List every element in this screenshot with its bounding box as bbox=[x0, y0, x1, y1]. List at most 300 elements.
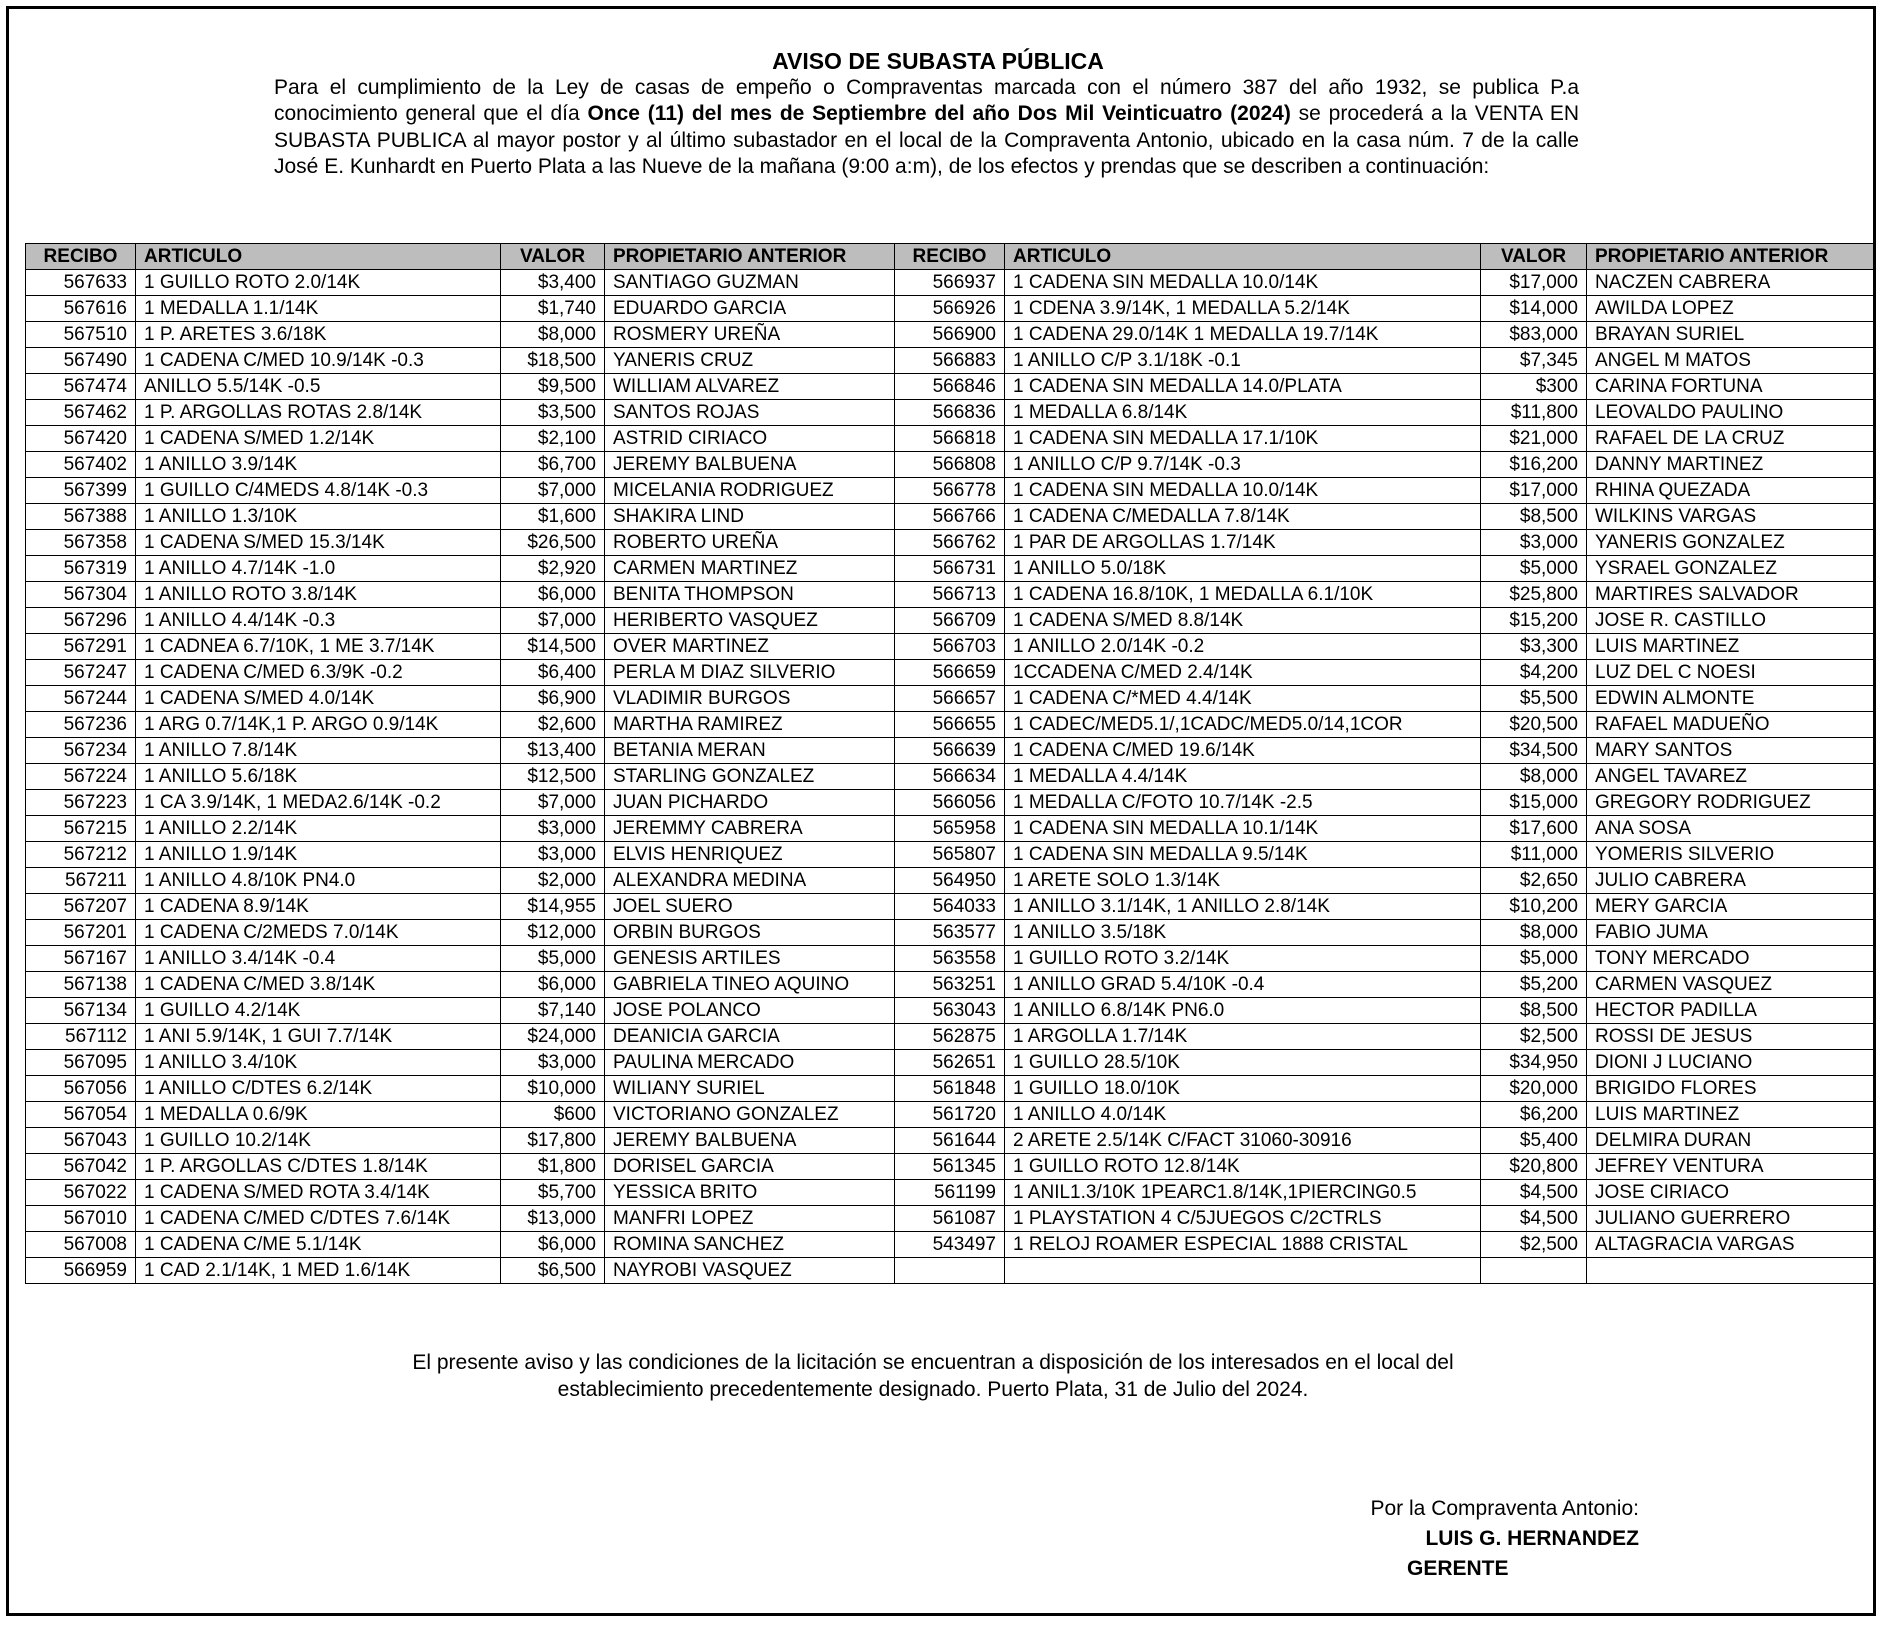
cell-propietario-2: MERY GARCIA bbox=[1587, 894, 1874, 920]
cell-propietario: YANERIS CRUZ bbox=[605, 348, 895, 374]
cell-recibo: 567022 bbox=[26, 1180, 136, 1206]
cell-valor-2: $21,000 bbox=[1481, 426, 1587, 452]
cell-propietario: JEREMMY CABRERA bbox=[605, 816, 895, 842]
table-row bbox=[26, 348, 1874, 374]
cell-articulo-2: 1 PAR DE ARGOLLAS 1.7/14K bbox=[1005, 530, 1481, 556]
cell-recibo: 567420 bbox=[26, 426, 136, 452]
cell-recibo: 567462 bbox=[26, 400, 136, 426]
cell-valor-2: $16,200 bbox=[1481, 452, 1587, 478]
cell-propietario: DORISEL GARCIA bbox=[605, 1154, 895, 1180]
cell-recibo-2: 562651 bbox=[895, 1050, 1005, 1076]
cell-recibo-2: 566655 bbox=[895, 712, 1005, 738]
cell-valor-2: $17,000 bbox=[1481, 478, 1587, 504]
cell-articulo: 1 CADENA C/MED 3.8/14K bbox=[136, 972, 501, 998]
cell-propietario-2: TONY MERCADO bbox=[1587, 946, 1874, 972]
cell-articulo: 1 P. ARETES 3.6/18K bbox=[136, 322, 501, 348]
cell-valor-2: $7,345 bbox=[1481, 348, 1587, 374]
table-row bbox=[26, 686, 1874, 712]
cell-articulo-2: 1 CADENA S/MED 8.8/14K bbox=[1005, 608, 1481, 634]
cell-recibo: 567215 bbox=[26, 816, 136, 842]
table-row bbox=[26, 400, 1874, 426]
cell-recibo-2 bbox=[895, 1258, 1005, 1284]
table-row bbox=[26, 556, 1874, 582]
cell-propietario-2: ANGEL TAVAREZ bbox=[1587, 764, 1874, 790]
table-row bbox=[26, 868, 1874, 894]
cell-valor-2: $4,500 bbox=[1481, 1206, 1587, 1232]
cell-articulo: 1 ANI 5.9/14K, 1 GUI 7.7/14K bbox=[136, 1024, 501, 1050]
cell-articulo-2: 1 GUILLO 28.5/10K bbox=[1005, 1050, 1481, 1076]
cell-valor: $10,000 bbox=[501, 1076, 605, 1102]
cell-recibo-2: 561087 bbox=[895, 1206, 1005, 1232]
cell-recibo-2: 565807 bbox=[895, 842, 1005, 868]
header-recibo: RECIBO bbox=[26, 244, 136, 270]
cell-articulo: 1 ANILLO 4.8/10K PN4.0 bbox=[136, 868, 501, 894]
cell-articulo: 1 CADENA S/MED 4.0/14K bbox=[136, 686, 501, 712]
signature-block bbox=[1279, 1494, 1639, 1584]
cell-articulo: 1 P. ARGOLLAS C/DTES 1.8/14K bbox=[136, 1154, 501, 1180]
cell-recibo-2: 561848 bbox=[895, 1076, 1005, 1102]
cell-valor: $14,500 bbox=[501, 634, 605, 660]
table-row bbox=[26, 608, 1874, 634]
cell-recibo: 567291 bbox=[26, 634, 136, 660]
cell-valor-2: $20,000 bbox=[1481, 1076, 1587, 1102]
cell-propietario: STARLING GONZALEZ bbox=[605, 764, 895, 790]
cell-valor-2: $10,200 bbox=[1481, 894, 1587, 920]
cell-valor-2: $11,000 bbox=[1481, 842, 1587, 868]
cell-articulo: 1 CADENA C/MED 6.3/9K -0.2 bbox=[136, 660, 501, 686]
cell-articulo: 1 CADENA S/MED 15.3/14K bbox=[136, 530, 501, 556]
cell-recibo-2: 561720 bbox=[895, 1102, 1005, 1128]
cell-propietario: PERLA M DIAZ SILVERIO bbox=[605, 660, 895, 686]
cell-propietario: NAYROBI VASQUEZ bbox=[605, 1258, 895, 1284]
cell-valor: $7,140 bbox=[501, 998, 605, 1024]
cell-valor: $1,600 bbox=[501, 504, 605, 530]
cell-valor-2: $11,800 bbox=[1481, 400, 1587, 426]
cell-valor: $3,500 bbox=[501, 400, 605, 426]
cell-articulo-2: 1 ANILLO 3.1/14K, 1 ANILLO 2.8/14K bbox=[1005, 894, 1481, 920]
cell-articulo-2: 1CCADENA C/MED 2.4/14K bbox=[1005, 660, 1481, 686]
cell-valor-2 bbox=[1481, 1258, 1587, 1284]
header-articulo-2: ARTICULO bbox=[1005, 244, 1481, 270]
cell-valor: $13,400 bbox=[501, 738, 605, 764]
cell-valor: $12,500 bbox=[501, 764, 605, 790]
cell-recibo-2: 566836 bbox=[895, 400, 1005, 426]
cell-valor-2: $2,500 bbox=[1481, 1024, 1587, 1050]
cell-propietario: SANTOS ROJAS bbox=[605, 400, 895, 426]
cell-propietario-2: RAFAEL DE LA CRUZ bbox=[1587, 426, 1874, 452]
cell-propietario-2: LUIS MARTINEZ bbox=[1587, 634, 1874, 660]
cell-valor: $17,800 bbox=[501, 1128, 605, 1154]
cell-propietario: DEANICIA GARCIA bbox=[605, 1024, 895, 1050]
cell-recibo-2: 566937 bbox=[895, 270, 1005, 296]
table-row bbox=[26, 1024, 1874, 1050]
cell-valor: $7,000 bbox=[501, 608, 605, 634]
cell-propietario-2: GREGORY RODRIGUEZ bbox=[1587, 790, 1874, 816]
cell-recibo: 567234 bbox=[26, 738, 136, 764]
cell-valor-2: $3,000 bbox=[1481, 530, 1587, 556]
cell-propietario: GENESIS ARTILES bbox=[605, 946, 895, 972]
cell-recibo: 567244 bbox=[26, 686, 136, 712]
cell-propietario: OVER MARTINEZ bbox=[605, 634, 895, 660]
cell-articulo: 1 CADENA S/MED ROTA 3.4/14K bbox=[136, 1180, 501, 1206]
header-recibo-2: RECIBO bbox=[895, 244, 1005, 270]
cell-recibo: 567054 bbox=[26, 1102, 136, 1128]
cell-recibo: 567224 bbox=[26, 764, 136, 790]
cell-valor-2: $17,000 bbox=[1481, 270, 1587, 296]
cell-articulo-2: 1 CADENA SIN MEDALLA 10.0/14K bbox=[1005, 478, 1481, 504]
cell-recibo-2: 566713 bbox=[895, 582, 1005, 608]
cell-recibo-2: 566731 bbox=[895, 556, 1005, 582]
cell-articulo: 1 CADNEA 6.7/10K, 1 ME 3.7/14K bbox=[136, 634, 501, 660]
table-row bbox=[26, 660, 1874, 686]
cell-recibo-2: 566766 bbox=[895, 504, 1005, 530]
cell-valor: $2,100 bbox=[501, 426, 605, 452]
cell-propietario: ASTRID CIRIACO bbox=[605, 426, 895, 452]
table-row bbox=[26, 972, 1874, 998]
cell-articulo-2: 1 CADEC/MED5.1/,1CADC/MED5.0/14,1COR bbox=[1005, 712, 1481, 738]
header-articulo: ARTICULO bbox=[136, 244, 501, 270]
cell-propietario-2: JULIO CABRERA bbox=[1587, 868, 1874, 894]
header-valor-2: VALOR bbox=[1481, 244, 1587, 270]
cell-propietario-2: NACZEN CABRERA bbox=[1587, 270, 1874, 296]
cell-recibo: 567042 bbox=[26, 1154, 136, 1180]
cell-articulo: 1 CAD 2.1/14K, 1 MED 1.6/14K bbox=[136, 1258, 501, 1284]
cell-propietario-2: ANA SOSA bbox=[1587, 816, 1874, 842]
table-row bbox=[26, 712, 1874, 738]
cell-propietario-2: BRIGIDO FLORES bbox=[1587, 1076, 1874, 1102]
cell-recibo: 567633 bbox=[26, 270, 136, 296]
cell-valor-2: $2,500 bbox=[1481, 1232, 1587, 1258]
cell-propietario: JOEL SUERO bbox=[605, 894, 895, 920]
cell-propietario-2: ALTAGRACIA VARGAS bbox=[1587, 1232, 1874, 1258]
cell-articulo-2: 1 ARETE SOLO 1.3/14K bbox=[1005, 868, 1481, 894]
cell-articulo: 1 ANILLO 7.8/14K bbox=[136, 738, 501, 764]
cell-propietario: PAULINA MERCADO bbox=[605, 1050, 895, 1076]
cell-valor: $2,000 bbox=[501, 868, 605, 894]
cell-propietario-2: LUZ DEL C NOESI bbox=[1587, 660, 1874, 686]
cell-valor: $26,500 bbox=[501, 530, 605, 556]
cell-valor-2: $17,600 bbox=[1481, 816, 1587, 842]
cell-propietario: GABRIELA TINEO AQUINO bbox=[605, 972, 895, 998]
cell-recibo-2: 564033 bbox=[895, 894, 1005, 920]
cell-recibo: 567490 bbox=[26, 348, 136, 374]
cell-valor: $7,000 bbox=[501, 478, 605, 504]
cell-recibo-2: 563043 bbox=[895, 998, 1005, 1024]
cell-recibo: 567402 bbox=[26, 452, 136, 478]
cell-valor-2: $15,000 bbox=[1481, 790, 1587, 816]
cell-valor: $1,800 bbox=[501, 1154, 605, 1180]
cell-articulo-2: 1 GUILLO ROTO 12.8/14K bbox=[1005, 1154, 1481, 1180]
table-row bbox=[26, 270, 1874, 296]
cell-recibo-2: 565958 bbox=[895, 816, 1005, 842]
cell-articulo: 1 GUILLO 4.2/14K bbox=[136, 998, 501, 1024]
table-row bbox=[26, 426, 1874, 452]
cell-articulo: 1 ANILLO 3.4/10K bbox=[136, 1050, 501, 1076]
cell-recibo: 567388 bbox=[26, 504, 136, 530]
cell-recibo: 567616 bbox=[26, 296, 136, 322]
cell-recibo-2: 566778 bbox=[895, 478, 1005, 504]
cell-recibo: 567138 bbox=[26, 972, 136, 998]
auction-items-table bbox=[25, 243, 1874, 1284]
cell-propietario-2: ROSSI DE JESUS bbox=[1587, 1024, 1874, 1050]
cell-articulo-2: 1 ANILLO GRAD 5.4/10K -0.4 bbox=[1005, 972, 1481, 998]
cell-propietario-2 bbox=[1587, 1258, 1874, 1284]
cell-propietario-2: YANERIS GONZALEZ bbox=[1587, 530, 1874, 556]
cell-valor-2: $34,500 bbox=[1481, 738, 1587, 764]
cell-articulo-2: 1 ANILLO 5.0/18K bbox=[1005, 556, 1481, 582]
cell-articulo: 1 ANILLO 1.3/10K bbox=[136, 504, 501, 530]
cell-articulo: 1 ANILLO ROTO 3.8/14K bbox=[136, 582, 501, 608]
cell-propietario-2: LEOVALDO PAULINO bbox=[1587, 400, 1874, 426]
cell-recibo-2: 566657 bbox=[895, 686, 1005, 712]
cell-recibo-2: 563577 bbox=[895, 920, 1005, 946]
cell-propietario-2: RAFAEL MADUEÑO bbox=[1587, 712, 1874, 738]
cell-propietario: WILIANY SURIEL bbox=[605, 1076, 895, 1102]
cell-recibo: 567056 bbox=[26, 1076, 136, 1102]
cell-articulo: 1 CADENA C/MED 10.9/14K -0.3 bbox=[136, 348, 501, 374]
cell-valor: $6,000 bbox=[501, 582, 605, 608]
cell-recibo: 567112 bbox=[26, 1024, 136, 1050]
cell-propietario: WILLIAM ALVAREZ bbox=[605, 374, 895, 400]
table-row bbox=[26, 1050, 1874, 1076]
table-row bbox=[26, 478, 1874, 504]
intro-paragraph bbox=[274, 75, 1579, 181]
cell-valor-2: $6,200 bbox=[1481, 1102, 1587, 1128]
signature-name: LUIS G. HERNANDEZ bbox=[1425, 1527, 1639, 1550]
cell-articulo: 1 CADENA 8.9/14K bbox=[136, 894, 501, 920]
cell-articulo-2: 1 CADENA SIN MEDALLA 10.1/14K bbox=[1005, 816, 1481, 842]
header-propietario: PROPIETARIO ANTERIOR bbox=[605, 244, 895, 270]
cell-propietario-2: RHINA QUEZADA bbox=[1587, 478, 1874, 504]
table-row bbox=[26, 1076, 1874, 1102]
cell-articulo-2: 1 ANILLO C/P 3.1/18K -0.1 bbox=[1005, 348, 1481, 374]
table-row bbox=[26, 920, 1874, 946]
cell-recibo-2: 566926 bbox=[895, 296, 1005, 322]
table-row bbox=[26, 738, 1874, 764]
closing-line-1: El presente aviso y las condiciones de la licitación se encuentran a disposición de los interesados en el local del bbox=[412, 1351, 1454, 1374]
cell-valor-2: $8,500 bbox=[1481, 504, 1587, 530]
cell-recibo: 567223 bbox=[26, 790, 136, 816]
cell-articulo-2 bbox=[1005, 1258, 1481, 1284]
cell-valor: $9,500 bbox=[501, 374, 605, 400]
header-valor: VALOR bbox=[501, 244, 605, 270]
cell-articulo: 1 GUILLO 10.2/14K bbox=[136, 1128, 501, 1154]
cell-recibo: 567236 bbox=[26, 712, 136, 738]
table-row bbox=[26, 1128, 1874, 1154]
table-row bbox=[26, 998, 1874, 1024]
cell-articulo-2: 1 ANIL1.3/10K 1PEARC1.8/14K,1PIERCING0.5 bbox=[1005, 1180, 1481, 1206]
cell-propietario-2: CARMEN VASQUEZ bbox=[1587, 972, 1874, 998]
table-row bbox=[26, 1232, 1874, 1258]
closing-paragraph bbox=[9, 1349, 1857, 1403]
cell-valor: $3,000 bbox=[501, 1050, 605, 1076]
cell-propietario: CARMEN MARTINEZ bbox=[605, 556, 895, 582]
cell-propietario: VLADIMIR BURGOS bbox=[605, 686, 895, 712]
cell-propietario: YESSICA BRITO bbox=[605, 1180, 895, 1206]
cell-valor: $2,920 bbox=[501, 556, 605, 582]
cell-propietario: ROMINA SANCHEZ bbox=[605, 1232, 895, 1258]
cell-propietario: ROSMERY UREÑA bbox=[605, 322, 895, 348]
cell-recibo: 567358 bbox=[26, 530, 136, 556]
cell-valor: $5,000 bbox=[501, 946, 605, 972]
cell-propietario-2: FABIO JUMA bbox=[1587, 920, 1874, 946]
cell-articulo: 1 ANILLO C/DTES 6.2/14K bbox=[136, 1076, 501, 1102]
cell-articulo-2: 1 ANILLO C/P 9.7/14K -0.3 bbox=[1005, 452, 1481, 478]
cell-valor-2: $5,000 bbox=[1481, 946, 1587, 972]
table-row bbox=[26, 790, 1874, 816]
cell-articulo-2: 1 CADENA C/MEDALLA 7.8/14K bbox=[1005, 504, 1481, 530]
table-row bbox=[26, 634, 1874, 660]
cell-propietario-2: BRAYAN SURIEL bbox=[1587, 322, 1874, 348]
table-row bbox=[26, 816, 1874, 842]
cell-recibo-2: 563251 bbox=[895, 972, 1005, 998]
cell-articulo-2: 1 CADENA 16.8/10K, 1 MEDALLA 6.1/10K bbox=[1005, 582, 1481, 608]
cell-propietario: ALEXANDRA MEDINA bbox=[605, 868, 895, 894]
cell-valor: $3,400 bbox=[501, 270, 605, 296]
intro-text-part2: se procederá a la VENTA EN SUBASTA PUBLICA al mayor postor y al último subastador en el local de la Compraventa Antonio, ubicado en la casa núm. 7 de la calle José E. Kunhardt en Puerto Plata a las Nueve de la mañana (9:00 a:m), de los efectos y prendas que se describen a continuación: bbox=[274, 102, 1579, 179]
cell-valor: $6,700 bbox=[501, 452, 605, 478]
table-row bbox=[26, 452, 1874, 478]
cell-valor: $3,000 bbox=[501, 842, 605, 868]
cell-propietario: JUAN PICHARDO bbox=[605, 790, 895, 816]
table-row bbox=[26, 894, 1874, 920]
cell-propietario-2: WILKINS VARGAS bbox=[1587, 504, 1874, 530]
cell-valor-2: $2,650 bbox=[1481, 868, 1587, 894]
cell-propietario: EDUARDO GARCIA bbox=[605, 296, 895, 322]
cell-propietario-2: MARY SANTOS bbox=[1587, 738, 1874, 764]
cell-articulo-2: 1 CADENA C/*MED 4.4/14K bbox=[1005, 686, 1481, 712]
cell-articulo: 1 CADENA C/ME 5.1/14K bbox=[136, 1232, 501, 1258]
cell-articulo-2: 1 CADENA C/MED 19.6/14K bbox=[1005, 738, 1481, 764]
cell-articulo-2: 1 MEDALLA 6.8/14K bbox=[1005, 400, 1481, 426]
cell-valor-2: $5,200 bbox=[1481, 972, 1587, 998]
cell-propietario: JEREMY BALBUENA bbox=[605, 452, 895, 478]
cell-recibo-2: 561644 bbox=[895, 1128, 1005, 1154]
table-row bbox=[26, 764, 1874, 790]
cell-valor: $12,000 bbox=[501, 920, 605, 946]
cell-propietario: ORBIN BURGOS bbox=[605, 920, 895, 946]
table-row bbox=[26, 504, 1874, 530]
cell-articulo-2: 1 RELOJ ROAMER ESPECIAL 1888 CRISTAL bbox=[1005, 1232, 1481, 1258]
cell-propietario-2: EDWIN ALMONTE bbox=[1587, 686, 1874, 712]
cell-propietario: MARTHA RAMIREZ bbox=[605, 712, 895, 738]
cell-recibo-2: 566659 bbox=[895, 660, 1005, 686]
cell-propietario: MICELANIA RODRIGUEZ bbox=[605, 478, 895, 504]
cell-articulo-2: 1 MEDALLA 4.4/14K bbox=[1005, 764, 1481, 790]
cell-recibo: 567510 bbox=[26, 322, 136, 348]
cell-valor: $6,400 bbox=[501, 660, 605, 686]
cell-articulo: 1 CADENA C/2MEDS 7.0/14K bbox=[136, 920, 501, 946]
cell-articulo: 1 MEDALLA 1.1/14K bbox=[136, 296, 501, 322]
signature-company: Por la Compraventa Antonio: bbox=[1370, 1497, 1639, 1520]
cell-recibo: 567296 bbox=[26, 608, 136, 634]
cell-recibo-2: 561199 bbox=[895, 1180, 1005, 1206]
cell-articulo: 1 P. ARGOLLAS ROTAS 2.8/14K bbox=[136, 400, 501, 426]
cell-articulo-2: 1 CADENA 29.0/14K 1 MEDALLA 19.7/14K bbox=[1005, 322, 1481, 348]
cell-recibo-2: 566900 bbox=[895, 322, 1005, 348]
cell-recibo: 567474 bbox=[26, 374, 136, 400]
cell-valor: $6,900 bbox=[501, 686, 605, 712]
cell-propietario-2: JOSE CIRIACO bbox=[1587, 1180, 1874, 1206]
cell-valor: $14,955 bbox=[501, 894, 605, 920]
cell-propietario-2: HECTOR PADILLA bbox=[1587, 998, 1874, 1024]
cell-valor-2: $300 bbox=[1481, 374, 1587, 400]
cell-recibo-2: 543497 bbox=[895, 1232, 1005, 1258]
cell-valor: $3,000 bbox=[501, 816, 605, 842]
cell-valor-2: $20,500 bbox=[1481, 712, 1587, 738]
cell-valor-2: $15,200 bbox=[1481, 608, 1587, 634]
cell-articulo-2: 1 GUILLO ROTO 3.2/14K bbox=[1005, 946, 1481, 972]
cell-valor: $5,700 bbox=[501, 1180, 605, 1206]
closing-line-2: establecimiento precedentemente designado. Puerto Plata, 31 de Julio del 2024. bbox=[557, 1378, 1309, 1401]
cell-recibo-2: 566709 bbox=[895, 608, 1005, 634]
cell-recibo-2: 562875 bbox=[895, 1024, 1005, 1050]
table-row bbox=[26, 1154, 1874, 1180]
cell-propietario-2: AWILDA LOPEZ bbox=[1587, 296, 1874, 322]
cell-recibo: 567043 bbox=[26, 1128, 136, 1154]
cell-propietario: VICTORIANO GONZALEZ bbox=[605, 1102, 895, 1128]
intro-date-bold: Once (11) del mes de Septiembre del año Dos Mil Veinticuatro (2024) bbox=[587, 102, 1291, 126]
cell-propietario-2: YSRAEL GONZALEZ bbox=[1587, 556, 1874, 582]
cell-articulo-2: 1 CDENA 3.9/14K, 1 MEDALLA 5.2/14K bbox=[1005, 296, 1481, 322]
cell-valor-2: $8,000 bbox=[1481, 764, 1587, 790]
table-row bbox=[26, 842, 1874, 868]
cell-recibo: 567008 bbox=[26, 1232, 136, 1258]
cell-articulo-2: 1 CADENA SIN MEDALLA 9.5/14K bbox=[1005, 842, 1481, 868]
cell-propietario-2: DANNY MARTINEZ bbox=[1587, 452, 1874, 478]
intro-text-part1: Para el cumplimiento de la Ley de casas de empeño o Compraventas marcada con el número 387 del año 1932, se publica P.a conocimiento general que el día bbox=[274, 76, 1579, 126]
cell-recibo-2: 566846 bbox=[895, 374, 1005, 400]
cell-articulo-2: 2 ARETE 2.5/14K C/FACT 31060-30916 bbox=[1005, 1128, 1481, 1154]
table-row bbox=[26, 374, 1874, 400]
table-row bbox=[26, 530, 1874, 556]
table-header-row bbox=[26, 244, 1874, 270]
cell-recibo: 567304 bbox=[26, 582, 136, 608]
cell-recibo: 567010 bbox=[26, 1206, 136, 1232]
cell-recibo: 567134 bbox=[26, 998, 136, 1024]
table-row bbox=[26, 1258, 1874, 1284]
cell-articulo-2: 1 CADENA SIN MEDALLA 10.0/14K bbox=[1005, 270, 1481, 296]
cell-recibo: 567095 bbox=[26, 1050, 136, 1076]
cell-valor: $1,740 bbox=[501, 296, 605, 322]
cell-recibo: 567211 bbox=[26, 868, 136, 894]
cell-propietario: JOSE POLANCO bbox=[605, 998, 895, 1024]
cell-valor: $8,000 bbox=[501, 322, 605, 348]
table-row bbox=[26, 582, 1874, 608]
cell-recibo-2: 561345 bbox=[895, 1154, 1005, 1180]
cell-propietario-2: CARINA FORTUNA bbox=[1587, 374, 1874, 400]
cell-recibo-2: 566634 bbox=[895, 764, 1005, 790]
cell-recibo-2: 564950 bbox=[895, 868, 1005, 894]
cell-valor: $24,000 bbox=[501, 1024, 605, 1050]
cell-recibo-2: 563558 bbox=[895, 946, 1005, 972]
cell-propietario: ROBERTO UREÑA bbox=[605, 530, 895, 556]
cell-valor-2: $14,000 bbox=[1481, 296, 1587, 322]
cell-propietario-2: YOMERIS SILVERIO bbox=[1587, 842, 1874, 868]
cell-articulo-2: 1 ANILLO 3.5/18K bbox=[1005, 920, 1481, 946]
cell-articulo: 1 ANILLO 5.6/18K bbox=[136, 764, 501, 790]
cell-recibo: 567212 bbox=[26, 842, 136, 868]
cell-valor-2: $4,500 bbox=[1481, 1180, 1587, 1206]
cell-recibo-2: 566808 bbox=[895, 452, 1005, 478]
cell-valor-2: $3,300 bbox=[1481, 634, 1587, 660]
cell-articulo: 1 CA 3.9/14K, 1 MEDA2.6/14K -0.2 bbox=[136, 790, 501, 816]
cell-valor-2: $8,000 bbox=[1481, 920, 1587, 946]
cell-articulo: 1 ANILLO 2.2/14K bbox=[136, 816, 501, 842]
cell-articulo-2: 1 ANILLO 2.0/14K -0.2 bbox=[1005, 634, 1481, 660]
cell-propietario: MANFRI LOPEZ bbox=[605, 1206, 895, 1232]
cell-articulo: 1 ANILLO 3.9/14K bbox=[136, 452, 501, 478]
